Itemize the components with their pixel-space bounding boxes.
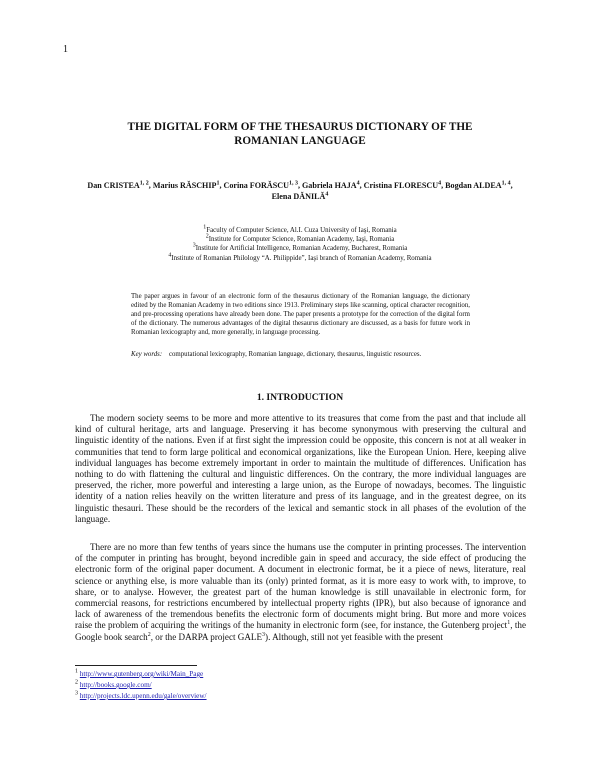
author-list xyxy=(70,180,530,202)
footnote: $^3$ http://projects.ldc.upenn.edu/gale/overview/ xyxy=(75,690,207,700)
section-heading: 1. INTRODUCTION xyxy=(256,392,344,403)
footnote: $^1$ http://www.gutenberg.org/wiki/Main_Page xyxy=(75,668,204,678)
affiliation: $^3$Institute for Artificial Intelligence, Romanian Academy, Bucharest, Romania xyxy=(192,243,408,253)
footnote-separator xyxy=(75,665,197,666)
footnote-link[interactable]: http://www.gutenberg.org/wiki/Main_Page xyxy=(79,670,204,678)
keywords xyxy=(131,350,470,359)
footnote-link[interactable]: http://projects.ldc.upenn.edu/gale/overview/ xyxy=(79,692,207,700)
title-line-1: THE DIGITAL FORM OF THE THESAURUS DICTIONARY OF THE xyxy=(127,121,473,133)
footnote-ref: 3 xyxy=(262,631,266,638)
footnote: $^2$ http://books.google.com/ xyxy=(75,679,152,689)
affiliation: $^2$Institute for Computer Science, Romanian Academy, Iaşi, Romania xyxy=(205,233,395,244)
footnote-link[interactable]: http://books.google.com/ xyxy=(79,681,152,689)
author: Elena DĂNILĂ$^4$ xyxy=(271,191,329,201)
author: Marius RĂSCHIP$^1$, xyxy=(152,180,224,190)
title-line-2: ROMANIAN LANGUAGE xyxy=(234,135,366,147)
author: Bogdan ALDEA$^{1, 4}$, xyxy=(445,180,513,190)
affiliations xyxy=(120,226,480,263)
footnote-ref: 1 xyxy=(507,620,511,627)
affiliation: $^4$Institute of Romanian Philology “A. Philippide”, Iaşi branch of Romanian Academy, Romania xyxy=(168,252,432,262)
body-paragraph: There are no more than few tenths of years since the humans use the computer in printing processes. The intervention of the computer in printing has brought, beyond incredible gain in speed and accuracy, the side effect of producing the electronic form of the original paper document. A document in electronic format, be it a piece of news, literature, real science or anything else, is more valuable than its (only) printed format, as it is more easy to work with, to improve, to share, or to analyse. However, the greatest part of the human knowledge is still unavailable in electronic form, for commercial reasons, for restrictions encumbered by intellectual property rights (IPR), but also because of ignorance and lack of awareness of the tremendous benefits the electronic form of documents might bring. But more and more voices raise the problem of acquiring the writings of the humanity in electronic form (see, for instance, the Gutenberg project$^1$, the Google book search$^2$, or the DARPA project GALE$^3$). Although, still not yet feasible with the present xyxy=(75,542,526,642)
abstract: The paper argues in favour of an electronic form of the thesaurus dictionary of the Romanian language, the dictionary edited by the Romanian Academy in two editions since 1913. Preliminary steps like scanning, optical character recognition, and pre-processing operations have already been done. The paper presents a prototype for the correction of the digital form of the dictionary. The numerous advantages of the digital thesaurus dictionary are discussed, as a basis for future work in Romanian lexicography and, more generally, in language processing. xyxy=(131,293,470,337)
body-paragraph: The modern society seems to be more and more attentive to its treasures that come from the past and that include all kind of cultural heritage, arts and language. Preserving it has become synonymous with preserving the cultural and linguistic identity of the nations. Even if at first sight the impression could be opposite, this concern is not at all weaker in communities that tend to form large political and economical organizations, like the European Union. Here, keeping alive individual languages has become extremely important in order to maintain the multitude of differences. Unification has nothing to do with flattening the cultural and linguistic differences. On the contrary, the more individual languages are preserved, the richer, more powerful and interesting a large union, as the Europe of nowadays, becomes. The linguistic identity of a nation relies heavily on the written literature and press of its language, and in the greatest degree, on its linguistic thesauri. These should be the recorders of the lexical and semantic stock in all phases of the evolution of the language. xyxy=(75,413,526,524)
author: Cristina FLORESCU$^4$, xyxy=(363,180,446,190)
keywords-label: Key words: xyxy=(131,351,163,358)
author: Gabriela HAJA$^4$, xyxy=(301,180,364,190)
author: Corina FORĂSCU$^{1, 3}$, xyxy=(223,180,302,190)
page-number: 1 xyxy=(63,44,68,55)
footnote-ref: 2 xyxy=(147,631,151,638)
affiliation: $^1$Faculty of Computer Science, Al.I. Cuza University of Iaşi, Romania xyxy=(203,224,397,234)
paper-title xyxy=(90,120,510,148)
keywords-text: computational lexicography, Romanian language, dictionary, thesaurus, linguistic resources. xyxy=(168,351,422,358)
author: Dan CRISTEA$^{1, 2}$, xyxy=(87,180,153,190)
